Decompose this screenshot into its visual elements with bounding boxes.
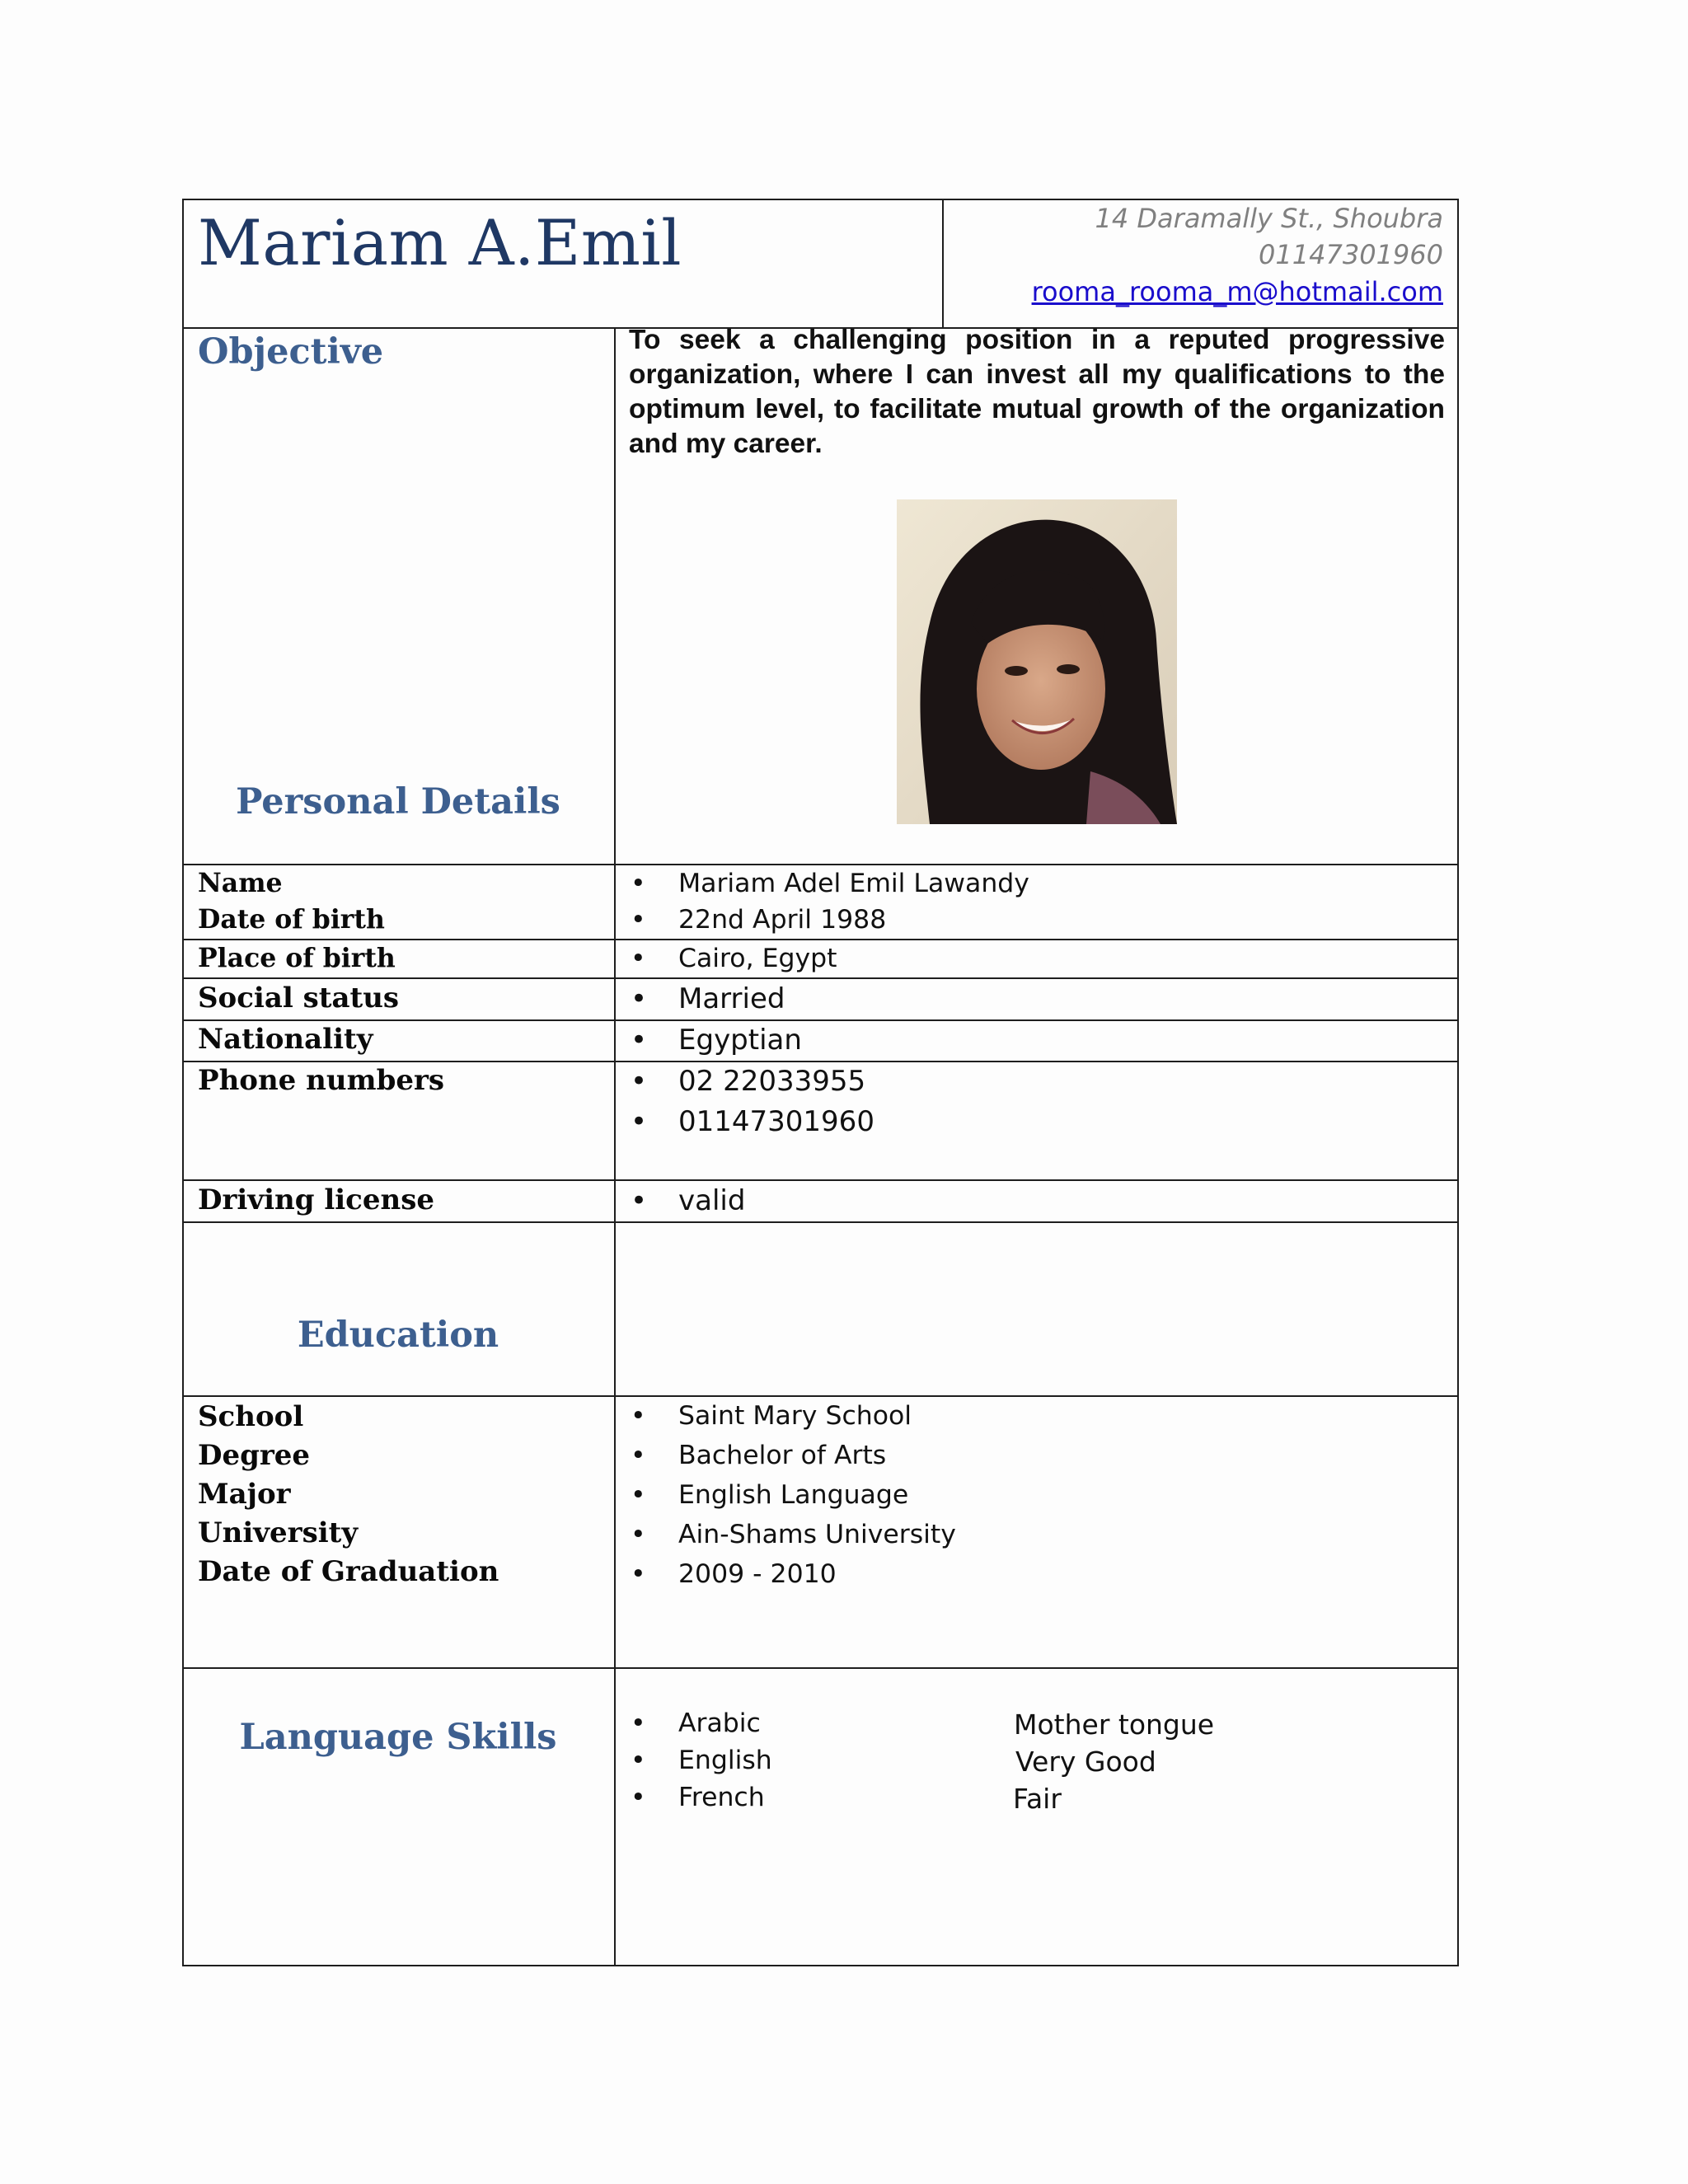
- value-degree: • Bachelor of Arts: [678, 1441, 886, 1470]
- row-line: [182, 977, 1459, 979]
- objective-text: To seek a challenging position in a reputed progressive organization, where I can invest all my qualifications to the optimum level, to facilitate mutual growth of the organization and my career.: [629, 325, 1445, 459]
- header-divider: [942, 199, 944, 328]
- language-arabic: • Arabic: [678, 1708, 761, 1738]
- label-nationality: Nationality: [198, 1023, 373, 1056]
- level-english: Very Good: [1015, 1746, 1156, 1778]
- value-place-of-birth: • Cairo, Egypt: [678, 944, 837, 973]
- label-driving-license: Driving license: [198, 1183, 434, 1216]
- label-university: University: [198, 1516, 359, 1549]
- value-date-of-birth: • 22nd April 1988: [678, 905, 886, 935]
- row-line: [182, 1395, 1459, 1397]
- objective-heading: Objective: [198, 331, 384, 373]
- language-skills-heading: Language Skills: [239, 1717, 557, 1758]
- row-line: [182, 1221, 1459, 1223]
- value-name: • Mariam Adel Emil Lawandy: [678, 869, 1029, 898]
- value-social-status: • Married: [678, 982, 785, 1015]
- label-place-of-birth: Place of birth: [198, 943, 396, 973]
- education-heading: Education: [297, 1315, 499, 1356]
- candidate-name: Mariam A.Emil: [198, 206, 682, 279]
- level-arabic: Mother tongue: [1014, 1708, 1215, 1741]
- row-line: [182, 1667, 1459, 1669]
- value-school: • Saint Mary School: [678, 1401, 912, 1431]
- level-french: Fair: [1013, 1783, 1062, 1815]
- language-english: • English: [678, 1746, 772, 1775]
- label-date-of-birth: Date of birth: [198, 904, 385, 935]
- table-border-right: [1457, 199, 1459, 1966]
- address-text: 14 Daramally St., Shoubra: [1095, 203, 1443, 234]
- row-line: [182, 1179, 1459, 1181]
- column-divider: [614, 327, 616, 1966]
- value-university: • Ain-Shams University: [678, 1520, 956, 1549]
- table-border-bottom: [182, 1965, 1459, 1966]
- row-line: [182, 939, 1459, 940]
- email-link[interactable]: rooma_rooma_m@hotmail.com: [1031, 276, 1443, 307]
- label-phone-numbers: Phone numbers: [198, 1064, 445, 1097]
- row-line: [182, 1019, 1459, 1021]
- label-social-status: Social status: [198, 982, 400, 1015]
- table-border-top: [182, 199, 1459, 200]
- value-driving-license: • valid: [678, 1184, 745, 1217]
- header-phone-text: 01147301960: [1259, 239, 1443, 270]
- label-date-of-graduation: Date of Graduation: [198, 1555, 499, 1588]
- row-line: [182, 1061, 1459, 1062]
- label-name: Name: [198, 868, 283, 898]
- row-line: [182, 864, 1459, 865]
- label-school: School: [198, 1400, 304, 1433]
- label-major: Major: [198, 1478, 291, 1511]
- value-major: • English Language: [678, 1480, 908, 1510]
- language-french: • French: [678, 1783, 765, 1812]
- table-border-left: [182, 199, 184, 1966]
- profile-photo: [897, 499, 1177, 824]
- value-date-of-graduation: • 2009 - 2010: [678, 1559, 837, 1589]
- value-nationality: • Egyptian: [678, 1024, 802, 1057]
- personal-details-heading: Personal Details: [236, 781, 560, 823]
- value-phone-2: • 01147301960: [678, 1105, 874, 1138]
- label-degree: Degree: [198, 1439, 311, 1472]
- value-phone-1: • 02 22033955: [678, 1065, 865, 1098]
